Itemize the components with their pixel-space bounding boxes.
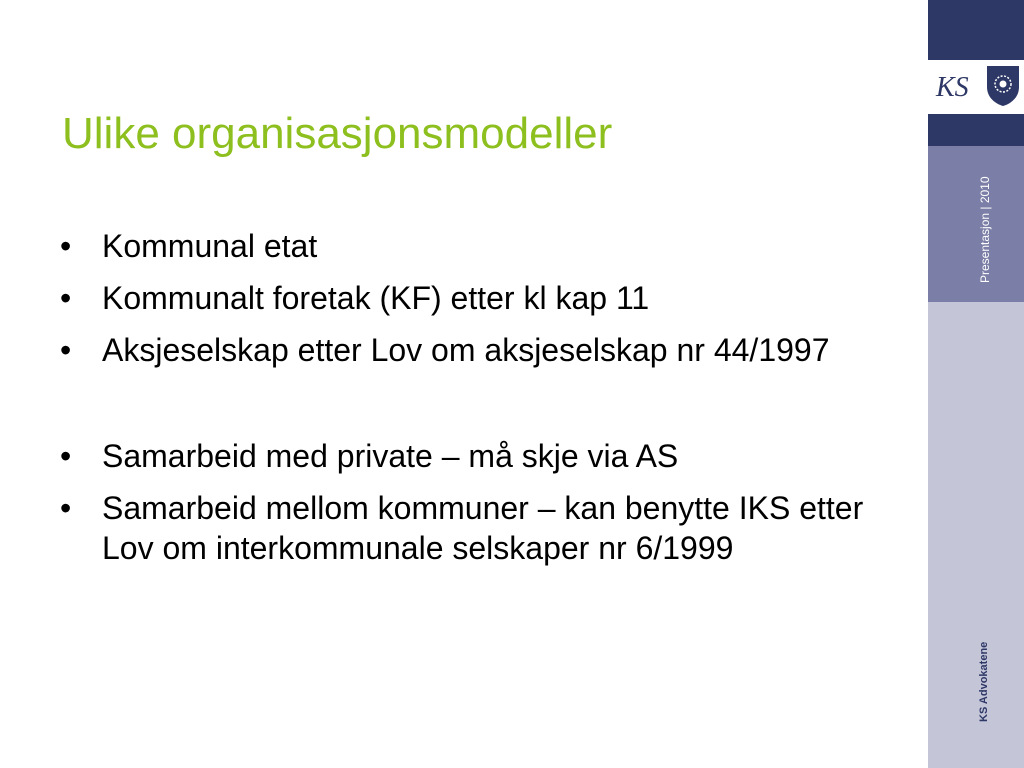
bullet-text: Kommunal etat	[102, 228, 318, 264]
bullet-marker: •	[60, 438, 72, 474]
bullet-list	[60, 226, 910, 580]
bullet-text: Aksjeselskap etter Lov om aksjeselskap nr 44/1997	[102, 332, 830, 368]
bullet-marker: •	[60, 332, 72, 368]
bullet-text: Samarbeid mellom kommuner – kan benytte IKS etter Lov om interkommunale selskaper nr 6/1999	[102, 490, 864, 566]
footer-label: KS Advokatene	[978, 641, 990, 722]
bullet-marker: •	[60, 490, 72, 526]
list-item	[60, 226, 910, 266]
bullet-text: Kommunalt foretak (KF) etter kl kap 11	[102, 280, 650, 316]
list-item	[60, 488, 910, 568]
ks-logo-icon	[934, 66, 974, 106]
bullet-text: Samarbeid med private – må skje via AS	[102, 438, 679, 474]
list-item	[60, 330, 910, 370]
slide-title: Ulike organisasjonsmodeller	[62, 109, 613, 158]
sidebar-band	[928, 114, 1024, 146]
presentation-label: Presentasjon | 2010	[978, 176, 992, 283]
sidebar	[928, 0, 1024, 768]
shield-emblem-icon	[986, 65, 1020, 107]
sidebar-middle-block	[928, 146, 1024, 302]
bullet-marker: •	[60, 280, 72, 316]
list-item	[60, 278, 910, 318]
sidebar-top-block	[928, 0, 1024, 60]
bullet-marker: •	[60, 228, 72, 264]
sidebar-bottom-block	[928, 302, 1024, 768]
logo-area	[928, 60, 1024, 114]
logo-text: KS	[936, 72, 969, 103]
list-item	[60, 436, 910, 476]
